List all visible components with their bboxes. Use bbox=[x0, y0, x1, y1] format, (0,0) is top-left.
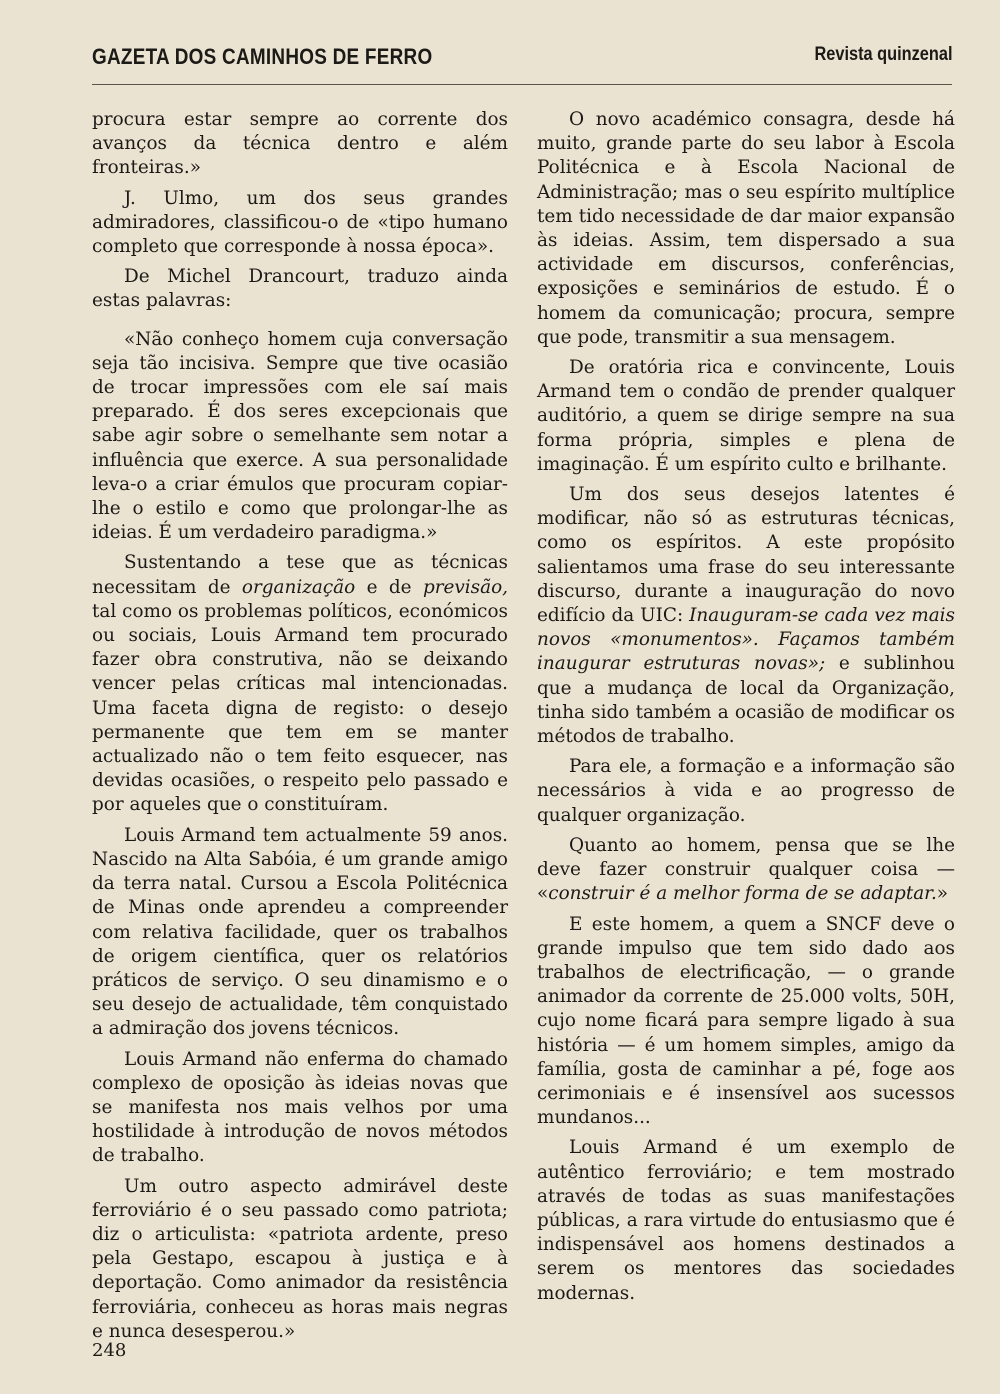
paragraph: Louis Armand é um exemplo de autêntico ferroviário; e tem mostrado através de todas as suas manifestações públicas, a rara virtude do entusiasmo que é indispensável aos homens destinados a serem os mentores das sociedades modernas. bbox=[537, 1137, 955, 1304]
italic-run: Inauguram-se cada vez mais novos «monumentos». Façamos também inaugurar estruturas novas»; bbox=[537, 605, 955, 675]
text-run: Um dos seus desejos latentes é modificar, não só as estruturas técnicas, como os espíritos. A este propósito salientamos uma frase do seu interessante discurso, durante a inauguração do novo edifício da UIC: bbox=[537, 484, 955, 627]
paragraph: Louis Armand não enferma do chamado complexo de oposição às ideias novas que se manifesta nos mais velhos por uma hostilidade à introdução de novos métodos de trabalho. bbox=[92, 1048, 508, 1167]
paragraph: O novo académico consagra, desde há muito, grande parte do seu labor à Escola Politécnica e à Escola Nacional de Administração; mas o seu espírito multíplice tem tido necessidade de dar maior expansão às ideias. Assim, tem dispersado a sua actividade em discursos, conferências, exposições e seminários de estudo. É o homem da comunicação; procura, sempre que pode, transmitir a sua mensagem. bbox=[537, 109, 955, 348]
journal-title: GAZETA DOS CAMINHOS DE FERRO bbox=[92, 44, 433, 69]
left-column bbox=[92, 108, 508, 1350]
text-run: Sustentando a tese que as técnicas necessitam de bbox=[92, 552, 508, 598]
quote-paragraph: «Não conheço homem cuja conversação seja tão incisiva. Sempre que tive ocasião de trocar impressões com ele saí mais preparado. É dos seres excepcionais que sabe agir sobre o semelhante sem notar a influência que exerce. A sua personalidade leva-o a criar émulos que procuram copiar-lhe o estilo e como que prolongar-lhe as ideias. É um verdadeiro paradigma.» bbox=[92, 328, 508, 544]
paragraph bbox=[537, 483, 955, 749]
header-rule bbox=[92, 84, 952, 85]
italic-run: previsão, bbox=[422, 576, 508, 598]
paragraph: Para ele, a formação e a informação são necessários à vida e ao progresso de qualquer organização. bbox=[537, 756, 955, 826]
page-number: 248 bbox=[92, 1340, 127, 1361]
journal-subtitle: Revista quinzenal bbox=[813, 44, 952, 65]
text-run: Quanto ao homem, pensa que se lhe deve fazer construir qualquer coisa — « bbox=[537, 834, 955, 905]
paragraph: De Michel Drancourt, traduzo ainda estas palavras: bbox=[92, 266, 508, 312]
text-run: e de bbox=[355, 576, 423, 598]
right-column bbox=[537, 108, 955, 1312]
italic-run: organização bbox=[241, 576, 356, 598]
italic-run: construir é a melhor forma de se adaptar. bbox=[548, 883, 937, 905]
paragraph: procura estar sempre ao corrente dos avanços da técnica dentro e além fronteiras.» bbox=[92, 109, 508, 179]
paragraph: Um outro aspecto admirável deste ferroviário é o seu passado como patriota; diz o articulista: «patriota ardente, preso pela Gestapo, escapou à justiça e à deportação. Como animador da resistência ferroviária, conheceu as horas mais negras e nunca desesperou.» bbox=[92, 1175, 508, 1342]
paragraph: De oratória rica e convincente, Louis Armand tem o condão de prender qualquer auditório, a quem se dirige sempre na sua forma própria, simples e plena de imaginação. É um espírito culto e brilhante. bbox=[537, 357, 955, 475]
text-run: e sublinhou que a mudança de local da Organização, tinha sido também a ocasião de modificar os métodos de trabalho. bbox=[537, 653, 956, 748]
paragraph: Louis Armand tem actualmente 59 anos. Nascido na Alta Sabóia, é um grande amigo da terra natal. Cursou a Escola Politécnica de Minas onde aprendeu a compreender com relativa facilidade, quer os trabalhos de origem científica, quer os relatórios práticos de serviço. O seu dinamismo e o seu desejo de actualidade, têm conquistado a admiração dos jovens técnicos. bbox=[92, 824, 508, 1040]
paragraph: J. Ulmo, um dos seus grandes admiradores, classificou-o de «tipo humano completo que corresponde à nossa época». bbox=[92, 187, 508, 258]
text-run: tal como os problemas políticos, económicos ou sociais, Louis Armand tem procurado fazer obra construtiva, não se deixando vencer pelas críticas mal intencionadas. Uma faceta digna de registo: o desejo permanente que tem em se manter actualizado não o tem feito esquecer, nas devidas ocasiões, o respeito pelo passado e por aqueles que o constituíram. bbox=[92, 600, 508, 816]
paragraph: E este homem, a quem a SNCF deve o grande impulso que tem sido dado aos trabalhos de electrificação, — o grande animador da corrente de 25.000 volts, 50H, cujo nome ficará para sempre ligado à sua história — é um homem simples, amigo da família, gosta de caminhar a pé, foge aos cerimoniais e é insensível aos sucessos mundanos... bbox=[537, 913, 955, 1129]
paragraph bbox=[92, 551, 508, 817]
paragraph bbox=[537, 834, 955, 907]
text-run: » bbox=[936, 883, 949, 905]
